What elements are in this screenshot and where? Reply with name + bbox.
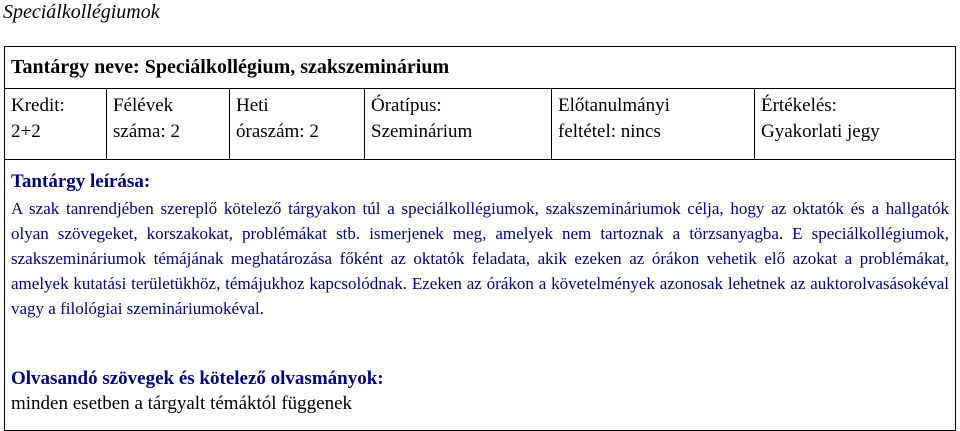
course-info-row	[4, 88, 956, 160]
credit-label: Kredit:	[11, 95, 65, 116]
class-type-label: Óratípus:	[371, 95, 442, 116]
reading-heading: Olvasandó szövegek és kötelező olvasmányok:	[11, 368, 384, 389]
class-type-value: Szeminárium	[371, 121, 473, 142]
evaluation-value: Gyakorlati jegy	[761, 121, 880, 142]
semesters-cell	[107, 89, 230, 159]
description-box	[4, 159, 956, 431]
class-type-cell	[365, 89, 552, 159]
description-paragraph: A szak tanrendjében szereplő kötelező tárgyakon túl a speciálkollégiumok, szakszemináriumok célja, hogy az oktatók és a hallgatók olyan szövegeket, korszakokat, problémákat stb. ismerjenek meg, amelyek nem tartoznak a törzsanyagba. E speciálkollégiumok, szakszemináriumok témájának meghatározása főként az oktatók feladata, akik ezeken az órákon vehetik elő azokat a problémákat, amelyek kutatási területükhöz, témájukhoz kapcsolódnak. Ezeken az órákon a követelmények azonosak lehetnek az auktorolvasásokéval vagy a filológiai szemináriumokéval.	[11, 199, 949, 318]
description-text	[11, 196, 949, 321]
credit-cell	[5, 89, 107, 159]
weekly-hours-label: Heti	[236, 95, 269, 116]
semesters-value: száma: 2	[113, 121, 181, 142]
weekly-hours-cell	[230, 89, 365, 159]
prerequisite-label: Előtanulmányi	[558, 95, 670, 116]
course-name: Tantárgy neve: Speciálkollégium, szakszeminárium	[11, 56, 450, 78]
prerequisite-cell	[552, 89, 755, 159]
description-heading: Tantárgy leírása:	[11, 171, 151, 192]
credit-value: 2+2	[11, 121, 41, 142]
semesters-label: Félévek	[113, 95, 174, 116]
reading-text: minden esetben a tárgyalt témáktól függenek	[11, 393, 353, 414]
evaluation-label: Értékelés:	[761, 95, 837, 116]
evaluation-cell	[755, 89, 955, 159]
prerequisite-value: feltétel: nincs	[558, 121, 661, 142]
page-heading: Speciálkollégiumok	[3, 1, 160, 23]
weekly-hours-value: óraszám: 2	[236, 121, 319, 142]
course-title-box	[4, 46, 956, 89]
